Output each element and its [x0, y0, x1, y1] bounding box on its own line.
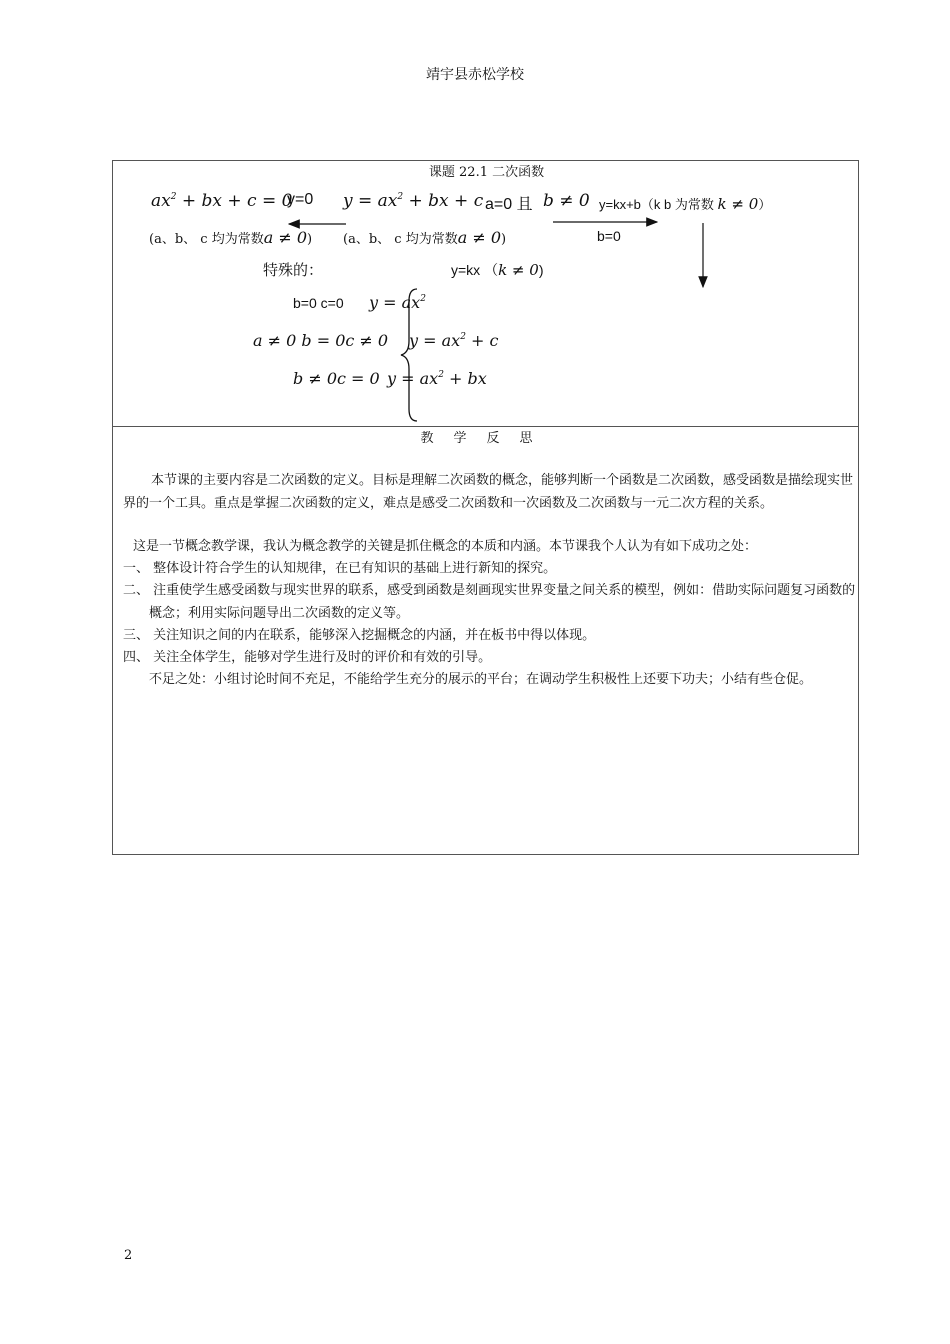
quadratic-function: $y = ax^2$ + bx + c [343, 191, 484, 211]
case1-condition: b=0 c=0 [293, 295, 344, 311]
reflection-lead: 这是一节概念教学课，我认为概念教学的关键是抓住概念的本质和内涵。本节课我个人认为有如下成功之处： [133, 539, 758, 554]
reflection-point-3: 三、 关注知识之间的内在联系，能够深入挖掘概念的内涵，并在板书中得以体现。 [123, 628, 596, 643]
special-label: 特殊的： [263, 261, 324, 279]
reflection-point-2: 二、 注重使学生感受函数与现实世界的联系，感受到函数是刻画现实世界变量之间关系的模型，例如：借助实际问题复习函数的概念；利用实际问题导出二次函数的定义等。 [123, 583, 856, 621]
lesson-board [112, 160, 859, 427]
lesson-title: 课题 22.1 二次函数 [428, 165, 545, 180]
case1-equation: $y = ax^2$ [369, 293, 426, 312]
b-zero-label: b=0 [597, 228, 621, 244]
reflection-title: 教学反思 [420, 431, 553, 446]
reflection-point-4: 四、 关注全体学生，能够对学生进行及时的评价和有效的引导。 [123, 650, 492, 665]
reflection-section [112, 426, 859, 855]
constants-note-right: (a、b、 c 均为常数a ≠ 0) [343, 228, 507, 247]
case3-condition: b ≠ 0c = 0 [293, 369, 380, 388]
reflection-intro: 本节课的主要内容是二次函数的定义。目标是理解二次函数的概念，能够判断一个函数是二次函数，感受函数是描绘现实世界的一个工具。重点是掌握二次函数的定义，难点是感受二次函数和一次函数及二次函数与一元二次方程的关系。 [123, 473, 854, 511]
reflection-shortcoming: 不足之处：小组讨论时间不充足，不能给学生充分的展示的平台；在调动学生积极性上还要下功夫；小结有些仓促。 [149, 672, 813, 687]
page-number: 2 [124, 1248, 133, 1263]
case2-equation: $y = ax^2 + c$ [409, 331, 499, 350]
general-equation: $ax^2$ + bx + c = 0 [151, 191, 293, 211]
reflection-point-1: 一、 整体设计符合学生的认知规律，在已有知识的基础上进行新知的探究。 [123, 561, 557, 576]
condition-b-nonzero: b ≠ 0 [543, 191, 590, 211]
board-arrows [113, 161, 860, 428]
case3-equation: $y = ax^2$ + bx [387, 369, 487, 388]
linear-function: y=kx+b（k b 为常数 k ≠ 0） [599, 195, 772, 213]
page-header: 靖宇县赤松学校 [426, 67, 524, 83]
constants-note-left: (a、b、 c 均为常数a ≠ 0) [149, 228, 313, 247]
y-zero-label: y=0 [287, 191, 314, 208]
proportional-function: y=kx （k ≠ 0) [451, 261, 544, 279]
condition-a-zero: a=0 且 [485, 196, 533, 213]
brace-icon [401, 289, 417, 421]
case2-condition: a ≠ 0 b = 0c ≠ 0 [253, 331, 389, 350]
